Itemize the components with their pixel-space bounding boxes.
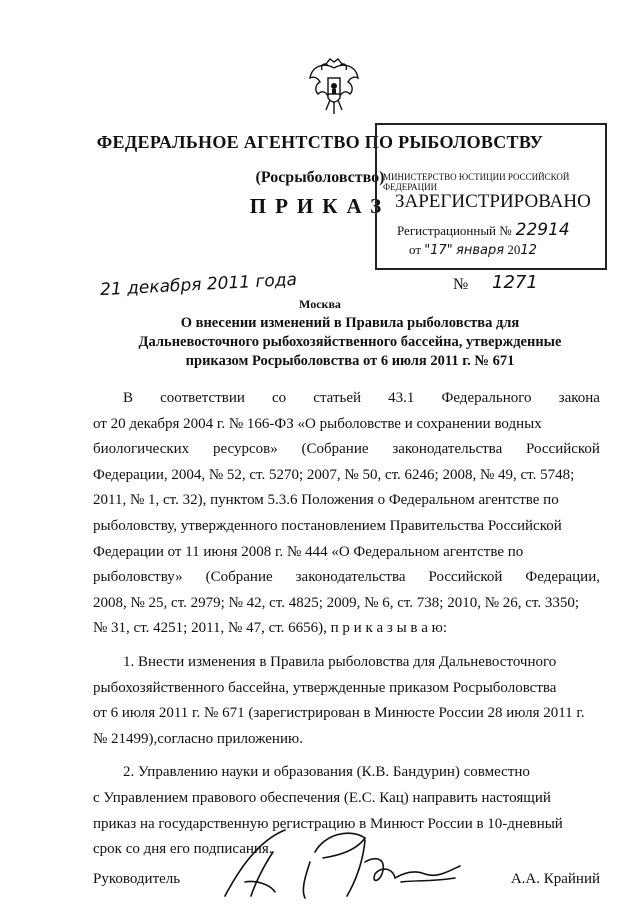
body-text: срок со дня его подписания. xyxy=(93,841,273,858)
city: Москва xyxy=(299,297,341,311)
body-text: 1. Внести изменения в Правила рыболовства для Дальневосточного xyxy=(123,653,557,670)
body-line xyxy=(93,786,600,812)
body-text: Российской xyxy=(428,569,503,586)
title-line: О внесении изменений в Правила рыболовства для xyxy=(180,315,520,331)
body-text: Федерации, xyxy=(525,569,600,586)
stamp-date-line xyxy=(409,242,537,258)
body-text: (Собрание xyxy=(301,441,369,458)
body-text: 43.1 xyxy=(388,390,415,406)
stamp-date-year-prefix: 20 xyxy=(507,242,521,257)
signatory-name: А.А. Крайний xyxy=(510,871,600,887)
body-text: (Собрание xyxy=(205,569,273,586)
body-line xyxy=(93,488,600,514)
stamp-registration-line xyxy=(397,220,570,240)
paragraph-gap xyxy=(93,642,600,650)
body-text: Российской xyxy=(526,441,600,458)
body-line xyxy=(93,591,600,617)
body-text: от 20 декабря 2004 г. № 166-ФЗ «О рыболовстве и сохранении водных xyxy=(93,415,542,432)
body-line xyxy=(93,616,600,642)
title-line: Дальневосточного рыбохозяйственного бассейна, утвержденные xyxy=(138,334,562,350)
body-text: № 21499),согласно приложению. xyxy=(93,730,303,747)
body-line xyxy=(93,386,600,412)
body-text: рыболовству» xyxy=(93,569,183,586)
handwritten-signature xyxy=(215,822,465,902)
document-type: ПРИКАЗ xyxy=(249,194,391,218)
body-text: 2008, № 25, ст. 2979; № 42, ст. 4825; 2009, № 6, ст. 738; 2010, № 26, ст. 3350; xyxy=(93,594,580,611)
stamp-reg-label: Регистрационный № xyxy=(397,223,512,238)
stamp-date-day: "17" xyxy=(424,243,453,258)
body-line xyxy=(93,540,600,566)
body-line xyxy=(93,565,600,591)
signatory-position: Руководитель xyxy=(93,871,181,887)
body-line xyxy=(93,650,600,676)
order-title xyxy=(80,314,620,371)
body-line xyxy=(93,514,600,540)
stamp-ministry: МИНИСТЕРСТВО ЮСТИЦИИ РОССИЙСКОЙ ФЕДЕРАЦИИ xyxy=(383,172,570,192)
body-text: соответствии xyxy=(160,390,245,406)
body-text: статьей xyxy=(313,390,362,406)
body-text: рыболовству, утвержденного постановлением Правительства Российской xyxy=(93,517,562,534)
stamp-title: ЗАРЕГИСТРИРОВАНО xyxy=(395,191,591,212)
title-line: приказом Росрыболовства от 6 июля 2011 г. № 671 xyxy=(185,353,515,369)
order-body xyxy=(93,386,600,863)
body-line xyxy=(93,412,600,438)
agency-name: ФЕДЕРАЛЬНОЕ АГЕНТСТВО ПО РЫБОЛОВСТВУ xyxy=(96,132,544,152)
body-text: ресурсов» xyxy=(212,441,278,458)
body-text: законодательства xyxy=(295,569,406,586)
paragraph-gap xyxy=(93,752,600,760)
stamp-date-month: января xyxy=(456,243,505,258)
body-line xyxy=(93,437,600,463)
body-text: Федерального xyxy=(441,390,532,406)
body-line xyxy=(93,676,600,702)
body-text: приказ на государственную регистрацию в Минюст России в 10-дневный xyxy=(93,815,563,832)
body-text: Федерации от 11 июня 2008 г. № 444 «О Федеральном агентстве по xyxy=(93,543,524,560)
agency-short-name: (Росрыболовство) xyxy=(255,169,385,186)
body-text: Федерации, 2004, № 52, ст. 5270; 2007, № 50, ст. 6246; 2008, № 49, ст. 5748; xyxy=(93,466,575,483)
body-text: № 31, ст. 4251; 2011, № 47, ст. 6656), п р и к а з ы в а ю: xyxy=(93,620,448,637)
stamp-date-year: 12 xyxy=(520,243,537,258)
order-number-label: № xyxy=(453,276,469,293)
body-text: рыбохозяйственного бассейна, утвержденные приказом Росрыболовства xyxy=(93,679,557,696)
body-text: с Управлением правового обеспечения (Е.С. Кац) направить настоящий xyxy=(93,789,551,806)
body-line xyxy=(93,727,600,753)
body-text: закона xyxy=(558,390,600,406)
body-line xyxy=(93,463,600,489)
body-text: 2. Управлению науки и образования (К.В. Бандурин) совместно xyxy=(123,764,530,781)
stamp-reg-number: 22914 xyxy=(515,220,570,240)
registration-stamp xyxy=(375,123,607,270)
coat-of-arms-icon xyxy=(306,56,362,118)
stamp-date-prefix: от xyxy=(409,242,422,257)
order-number: 1271 xyxy=(492,272,538,293)
body-text: со xyxy=(272,390,287,406)
body-text: биологических xyxy=(93,441,190,458)
body-text: В xyxy=(123,390,134,406)
order-date: 21 декабря 2011 года xyxy=(99,269,298,301)
body-text: 2011, № 1, ст. 32), пунктом 5.3.6 Положения о Федеральном агентстве по xyxy=(93,492,559,509)
body-text: законодательства xyxy=(392,441,503,458)
body-text: от 6 июля 2011 г. № 671 (зарегистрирован в Минюсте России 28 июля 2011 г. xyxy=(93,705,585,722)
body-line xyxy=(93,701,600,727)
body-line xyxy=(93,760,600,786)
